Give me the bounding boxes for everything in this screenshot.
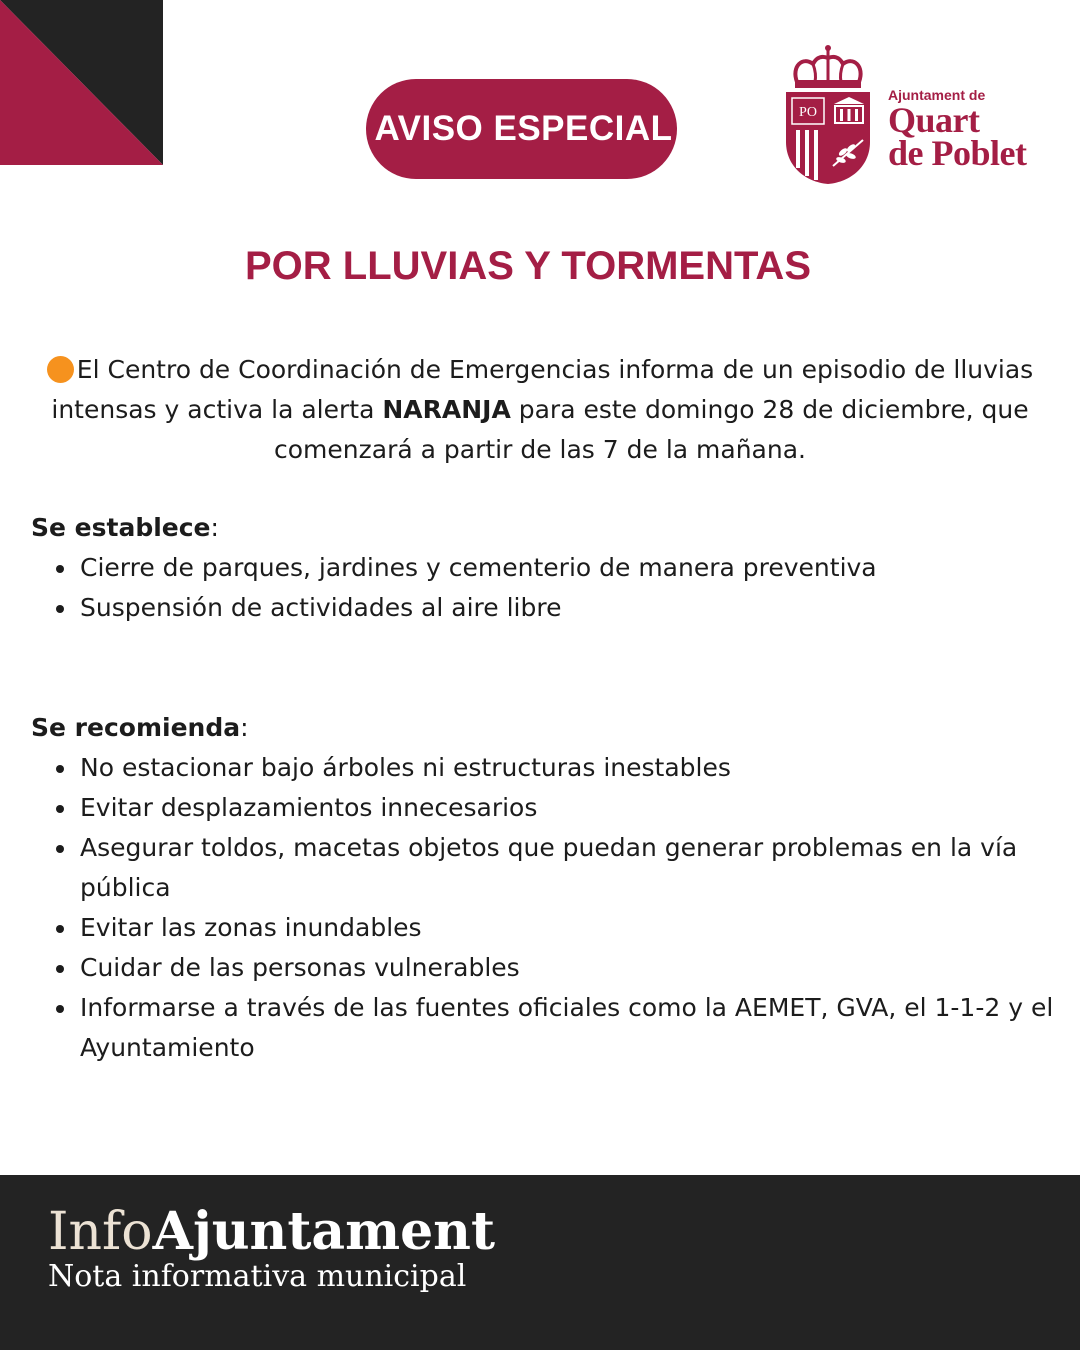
recomienda-colon: : [240,713,249,742]
orange-alert-dot-icon [47,356,74,383]
intro-paragraph [40,350,1040,470]
intro-text-after: para este domingo 28 de diciembre, que comenzará a partir de las 7 de la mañana. [274,395,1029,464]
logo-line-2: Quart [888,100,980,140]
brand-light: Info [48,1202,153,1262]
establece-list [31,548,1061,628]
list-item: Asegurar toldos, macetas objetos que puedan generar problemas en la vía pública [31,828,1061,908]
corner-decoration [0,0,163,165]
list-item: Cierre de parques, jardines y cementerio de manera preventiva [31,548,1061,588]
alert-level: NARANJA [382,395,511,424]
list-item: No estacionar bajo árboles ni estructuras inestables [31,748,1061,788]
aviso-especial-badge: AVISO ESPECIAL [366,79,677,179]
establece-colon: : [210,513,219,542]
footer-subtitle: Nota informativa municipal [48,1259,467,1294]
recomienda-list [31,748,1061,1068]
list-item: Informarse a través de las fuentes oficiales como la AEMET, GVA, el 1-1-2 y el Ayuntamiento [31,988,1061,1068]
recomienda-section [31,708,1061,1068]
page-title: POR LLUVIAS Y TORMENTAS [245,244,811,288]
footer-brand [48,1202,495,1262]
logo-line-3: de Poblet [888,133,1027,173]
list-item: Evitar desplazamientos innecesarios [31,788,1061,828]
municipality-logo-text [888,86,1027,173]
crest-letters: PO [799,105,817,120]
footer [0,1175,1080,1350]
brand-bold: Ajuntament [152,1201,496,1262]
list-item: Suspensión de actividades al aire libre [31,588,1061,628]
list-item: Evitar las zonas inundables [31,908,1061,948]
intro-text-before: El Centro de Coordinación de Emergencias informa de un episodio de lluvias intensas y activa la alerta [51,355,1034,424]
recomienda-heading: Se recomienda [31,713,241,742]
establece-section [31,508,1061,628]
municipal-crest-icon [783,44,873,186]
list-item: Cuidar de las personas vulnerables [31,948,1061,988]
establece-heading: Se establece [31,513,211,542]
logo-line-1: Ajuntament de [888,87,986,103]
